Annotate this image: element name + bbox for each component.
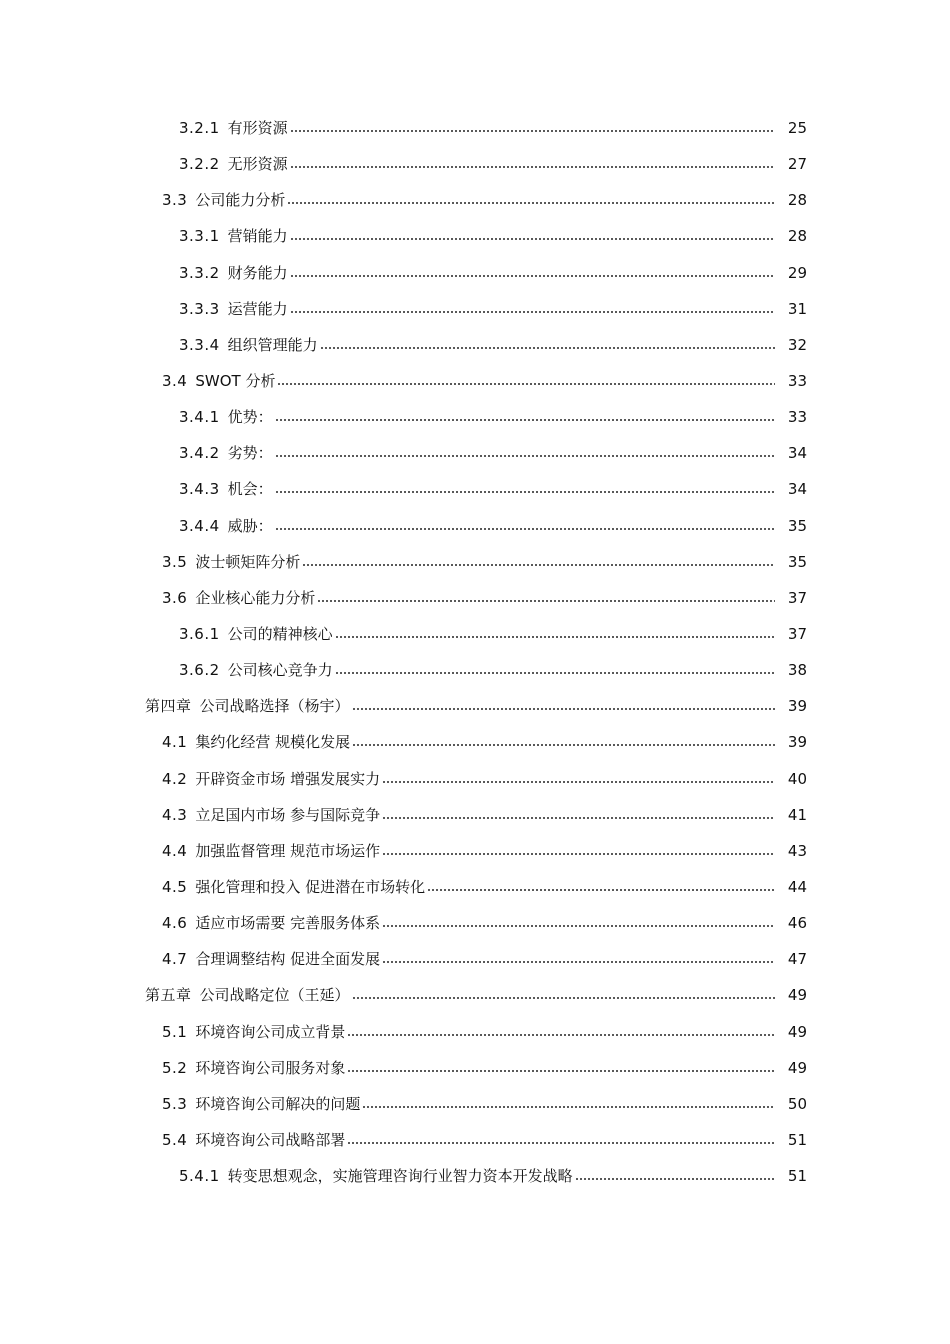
toc-entry[interactable]: [0, 869, 950, 905]
toc-entry-page-number: 40: [787, 769, 807, 788]
toc-entry-page-number: 37: [787, 625, 807, 644]
toc-dot-leader: [382, 961, 775, 963]
toc-entry-page-number: 31: [787, 299, 807, 318]
toc-dot-leader: [382, 817, 775, 819]
toc-entry[interactable]: [0, 1158, 950, 1194]
toc-entry-title: 合理调整结构 促进全面发展: [195, 950, 381, 969]
toc-dot-leader: [347, 1034, 775, 1036]
toc-entry-number: 4.5: [162, 878, 188, 897]
toc-entry-number: 3.6.1: [179, 625, 220, 644]
toc-entry-title: 营销能力: [227, 227, 288, 246]
toc-entry-title: 环境咨询公司战略部署: [195, 1131, 346, 1149]
toc-entry[interactable]: [0, 761, 950, 797]
toc-entry[interactable]: [0, 110, 950, 146]
toc-entry-number: 3.4.3: [179, 480, 220, 499]
toc-entry-page-number: 34: [787, 444, 807, 463]
toc-entry-page-number: 46: [787, 914, 807, 933]
toc-entry-number: 5.4.1: [179, 1167, 220, 1186]
toc-entry-page-number: 35: [787, 516, 807, 535]
toc-dot-leader: [275, 528, 775, 530]
toc-entry-page-number: 33: [787, 372, 807, 391]
toc-entry[interactable]: [0, 291, 950, 327]
toc-entry-number: 3.3.2: [179, 263, 220, 282]
toc-dot-leader: [320, 347, 775, 349]
toc-entry-number: 4.1: [162, 733, 188, 752]
toc-entry-page-number: 49: [787, 1058, 807, 1077]
toc-entry[interactable]: [0, 905, 950, 941]
toc-entry[interactable]: [0, 399, 950, 435]
toc-entry-number: 3.2.2: [179, 155, 220, 174]
toc-entry-title: 集约化经营 规模化发展: [195, 733, 351, 752]
toc-dot-leader: [382, 853, 775, 855]
toc-dot-leader: [352, 997, 775, 999]
toc-dot-leader: [427, 889, 775, 891]
toc-entry-title: 公司的精神核心: [227, 625, 333, 644]
toc-entry-page-number: 38: [787, 661, 807, 680]
toc-entry-title: 公司能力分析: [195, 191, 286, 210]
toc-entry-page-number: 35: [787, 552, 807, 571]
toc-entry-number: 3.4.4: [179, 516, 220, 535]
toc-entry-number: 3.5: [162, 552, 188, 571]
toc-entry[interactable]: [0, 255, 950, 291]
toc-entry[interactable]: [0, 833, 950, 869]
toc-entry-title: 组织管理能力: [227, 335, 318, 354]
toc-dot-leader: [575, 1178, 775, 1180]
toc-entry[interactable]: [0, 327, 950, 363]
toc-dot-leader: [290, 238, 775, 240]
toc-dot-leader: [275, 455, 775, 457]
toc-entry-title: 威胁：: [227, 516, 273, 535]
toc-entry-title: 运营能力: [227, 299, 288, 318]
toc-entry-number: 5.4: [162, 1131, 188, 1149]
toc-entry-title: 公司战略定位（王延）: [199, 986, 350, 1005]
toc-entry-page-number: 39: [787, 733, 807, 752]
toc-entry-title: 强化管理和投入 促进潜在市场转化: [195, 878, 426, 897]
toc-entry-title: 机会：: [227, 480, 273, 499]
toc-entry-number: 第五章: [145, 986, 192, 1005]
toc-entry-page-number: 51: [787, 1131, 807, 1149]
toc-entry-number: 4.3: [162, 805, 188, 824]
toc-dot-leader: [290, 275, 775, 277]
toc-entry[interactable]: [0, 688, 950, 724]
toc-dot-leader: [290, 166, 775, 168]
toc-entry-page-number: 39: [787, 697, 807, 716]
toc-dot-leader: [302, 564, 775, 566]
toc-entry-page-number: 37: [787, 588, 807, 607]
toc-entry[interactable]: [0, 797, 950, 833]
toc-entry-title: 加强监督管理 规范市场运作: [195, 841, 381, 860]
toc-entry-title: SWOT 分析: [195, 372, 276, 391]
toc-entry[interactable]: [0, 616, 950, 652]
toc-entry-title: 转变思想观念，实施管理咨询行业智力资本开发战略: [227, 1167, 573, 1186]
toc-entry-page-number: 32: [787, 335, 807, 354]
toc-entry-number: 3.4.2: [179, 444, 220, 463]
toc-entry-page-number: 33: [787, 408, 807, 427]
toc-dot-leader: [382, 781, 775, 783]
toc-entry-number: 3.3.4: [179, 335, 220, 354]
toc-entry-number: 4.7: [162, 950, 188, 969]
toc-entry-title: 企业核心能力分析: [195, 588, 316, 607]
toc-entry[interactable]: [0, 471, 950, 507]
toc-entry[interactable]: [0, 724, 950, 760]
toc-entry[interactable]: [0, 363, 950, 399]
toc-entry[interactable]: [0, 1014, 950, 1050]
toc-dot-leader: [287, 202, 775, 204]
toc-entry[interactable]: [0, 508, 950, 544]
toc-entry[interactable]: [0, 1122, 950, 1158]
toc-entry-page-number: 49: [787, 1022, 807, 1041]
toc-entry-number: 3.3.1: [179, 227, 220, 246]
toc-dot-leader: [275, 491, 775, 493]
toc-entry-title: 劣势：: [227, 444, 273, 463]
toc-entry-page-number: 28: [787, 227, 807, 246]
toc-dot-leader: [382, 925, 775, 927]
toc-entry-title: 无形资源: [227, 155, 288, 174]
toc-entry-title: 公司核心竞争力: [227, 661, 333, 680]
toc-entry-page-number: 43: [787, 841, 807, 860]
toc-dot-leader: [352, 744, 775, 746]
toc-entry-page-number: 51: [787, 1167, 807, 1186]
toc-dot-leader: [347, 1142, 775, 1144]
toc-entry-number: 3.2.1: [179, 119, 220, 138]
toc-entry-title: 波士顿矩阵分析: [195, 552, 301, 571]
toc-entry[interactable]: [0, 652, 950, 688]
toc-dot-leader: [335, 636, 775, 638]
toc-entry-title: 环境咨询公司解决的问题: [195, 1094, 361, 1113]
toc-entry-title: 环境咨询公司服务对象: [195, 1058, 346, 1077]
toc-entry-number: 3.4: [162, 372, 188, 391]
table-of-contents: [0, 110, 950, 1194]
toc-dot-leader: [317, 600, 775, 602]
toc-dot-leader: [347, 1070, 775, 1072]
toc-entry-page-number: 47: [787, 950, 807, 969]
toc-entry[interactable]: [0, 544, 950, 580]
toc-entry-title: 立足国内市场 参与国际竞争: [195, 805, 381, 824]
toc-entry-page-number: 27: [787, 155, 807, 174]
toc-entry-number: 第四章: [145, 697, 192, 716]
toc-entry-title: 有形资源: [227, 119, 288, 138]
toc-entry-number: 5.1: [162, 1022, 188, 1041]
toc-entry-title: 开辟资金市场 增强发展实力: [195, 769, 381, 788]
toc-dot-leader: [362, 1106, 775, 1108]
toc-dot-leader: [335, 672, 775, 674]
toc-entry[interactable]: [0, 1086, 950, 1122]
toc-entry-page-number: 50: [787, 1094, 807, 1113]
toc-entry-number: 4.6: [162, 914, 188, 933]
toc-entry[interactable]: [0, 941, 950, 977]
toc-entry-title: 公司战略选择（杨宇）: [199, 697, 350, 716]
toc-entry[interactable]: [0, 580, 950, 616]
toc-entry-page-number: 28: [787, 191, 807, 210]
toc-entry-title: 环境咨询公司成立背景: [195, 1022, 346, 1041]
toc-entry[interactable]: [0, 1050, 950, 1086]
toc-entry-page-number: 29: [787, 263, 807, 282]
toc-entry-page-number: 25: [787, 119, 807, 138]
toc-entry[interactable]: [0, 182, 950, 218]
toc-entry-page-number: 44: [787, 878, 807, 897]
toc-entry-number: 3.3.3: [179, 299, 220, 318]
toc-entry-number: 5.3: [162, 1094, 188, 1113]
toc-entry-number: 5.2: [162, 1058, 188, 1077]
toc-entry[interactable]: [0, 218, 950, 254]
toc-entry-number: 3.3: [162, 191, 188, 210]
toc-dot-leader: [352, 708, 775, 710]
toc-entry-number: 4.4: [162, 841, 188, 860]
toc-entry-page-number: 49: [787, 986, 807, 1005]
toc-dot-leader: [290, 311, 775, 313]
toc-entry-page-number: 34: [787, 480, 807, 499]
toc-dot-leader: [275, 419, 775, 421]
toc-entry-title: 优势：: [227, 408, 273, 427]
toc-entry-number: 4.2: [162, 769, 188, 788]
toc-entry[interactable]: [0, 435, 950, 471]
toc-entry-number: 3.4.1: [179, 408, 220, 427]
toc-entry[interactable]: [0, 146, 950, 182]
toc-entry-title: 财务能力: [227, 263, 288, 282]
toc-dot-leader: [277, 383, 775, 385]
toc-entry-page-number: 41: [787, 805, 807, 824]
toc-entry-number: 3.6: [162, 588, 188, 607]
toc-entry-title: 适应市场需要 完善服务体系: [195, 914, 381, 933]
toc-dot-leader: [290, 130, 775, 132]
toc-entry[interactable]: [0, 977, 950, 1013]
toc-entry-number: 3.6.2: [179, 661, 220, 680]
